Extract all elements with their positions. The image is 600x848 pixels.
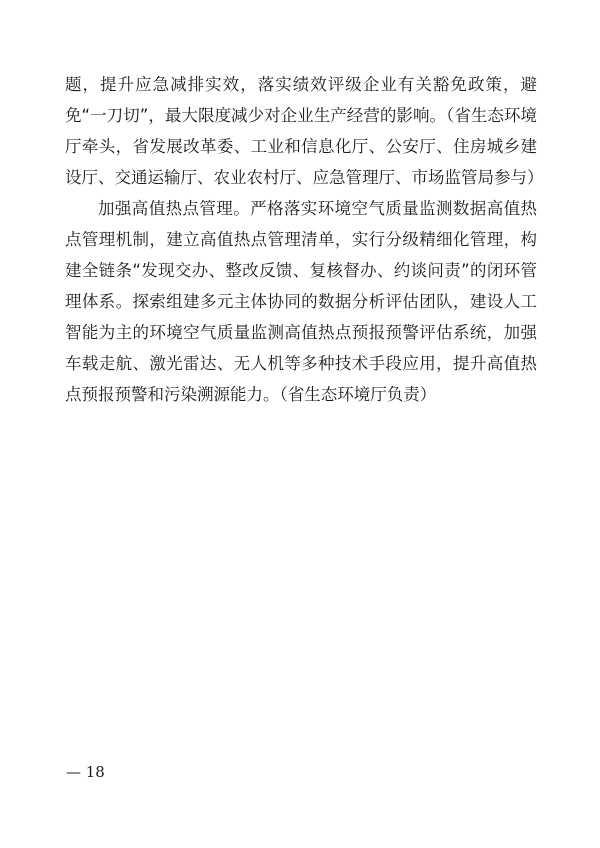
paragraph-2: 加强高值热点管理。严格落实环境空气质量监测数据高值热点管理机制，建立高值热点管理清单，实行分级精细化管理，构建全链条“发现交办、整改反馈、复核督办、约谈问责”的闭环管理体系。探索组建多元主体协同的数据分析评估团队，建设人工智能为主的环境空气质量监测高值热点预报预警评估系统，加强车载走航、激光雷达、无人机等多种技术手段应用，提升高值热点预报预警和污染溯源能力。（省生态环境厅负责） <box>65 199 537 404</box>
paragraph-1: 题，提升应急减排实效，落实绩效评级企业有关豁免政策，避免“一刀切”，最大限度减少对企业生产经营的影响。（省生态环境厅牵头，省发展改革委、工业和信息化厅、公安厅、住房城乡建设厅、交通运输厅、农业农村厅、应急管理厅、市场监管局参与） <box>65 75 544 187</box>
body-text <box>65 69 544 410</box>
page-number: — 18 <box>66 763 105 781</box>
